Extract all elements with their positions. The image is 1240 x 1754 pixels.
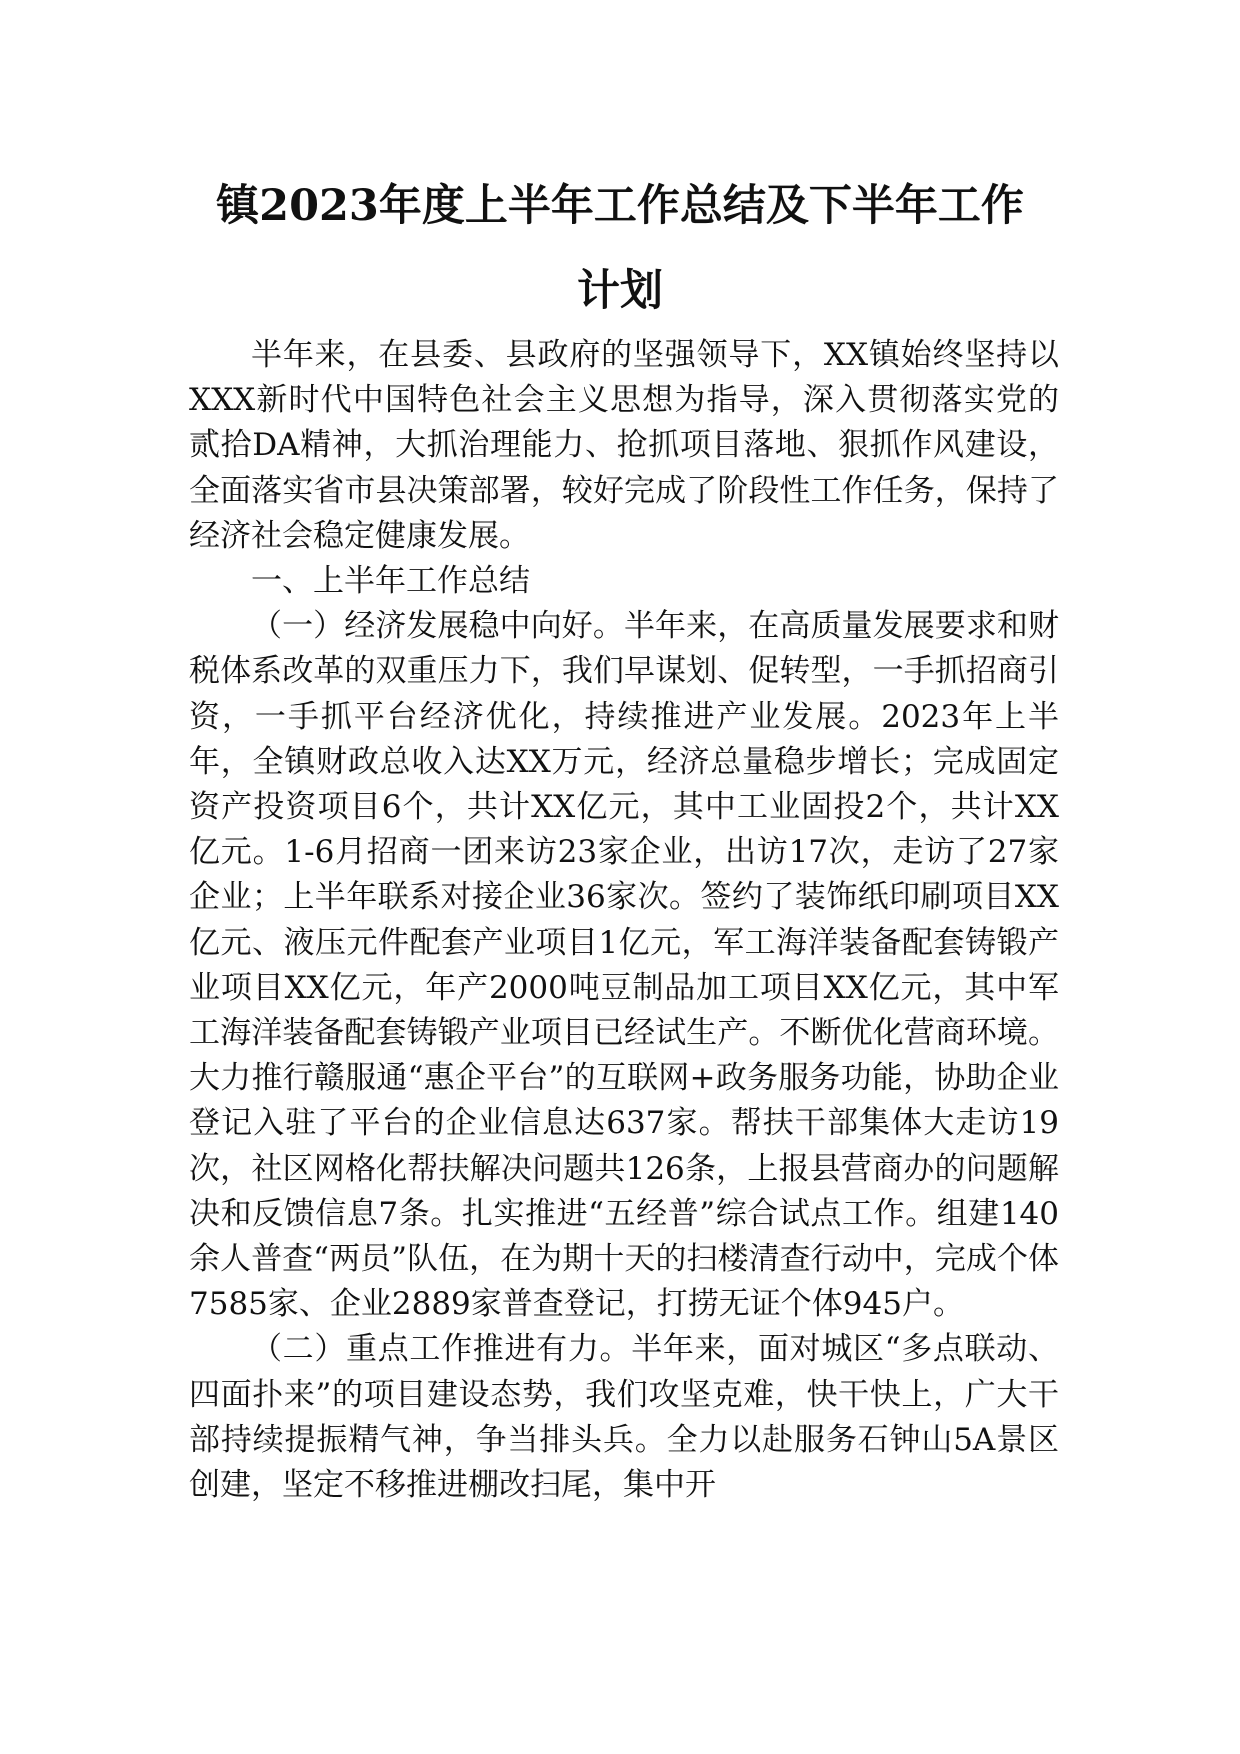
section-heading-first-half-summary: 一、上半年工作总结 <box>251 563 530 600</box>
paragraph-economic-development: （一）经济发展稳中向好。半年来，在高质量发展要求和财税体系改革的双重压力下，我们早谋划、促转型，一手抓招商引资，一手抓平台经济优化，持续推进产业发展。2023年上半年，全镇财政总收入达XX万元，经济总量稳步增长；完成固定资产投资项目6个，共计XX亿元，其中工业固投2个，共计XX亿元。1-6月招商一团来访23家企业，出访17次，走访了27家企业；上半年联系对接企业36家次。签约了装饰纸印刷项目XX亿元、液压元件配套产业项目1亿元，军工海洋装备配套铸锻产业项目XX亿元，年产2000吨豆制品加工项目XX亿元，其中军工海洋装备配套铸锻产业项目已经试生产。不断优化营商环境。大力推行赣服通“惠企平台”的互联网+政务服务功能，协助企业登记入驻了平台的企业信息达637家。帮扶干部集体大走访19次，社区网格化帮扶解决问题共126条，上报县营商办的问题解决和反馈信息7条。扎实推进“五经普”综合试点工作。组建140余人普查“两员”队伍，在为期十天的扫楼清查行动中，完成个体7585家、企业2889家普查登记，打捞无证个体945户。 <box>189 608 1059 1323</box>
paragraph-key-work-progress: （二）重点工作推进有力。半年来，面对城区“多点联动、四面扑来”的项目建设态势，我们攻坚克难，快干快上，广大干部持续提振精气神，争当排头兵。全力以赴服务石钟山5A景区创建，坚定不移推进棚改扫尾，集中开 <box>189 1331 1059 1504</box>
document-body <box>189 333 1059 1508</box>
document-title-line-2: 计划 <box>577 266 663 316</box>
document-title-line-1: 镇2023年度上半年工作总结及下半年工作 <box>216 181 1024 231</box>
intro-paragraph: 半年来，在县委、县政府的坚强领导下，XX镇始终坚持以XXX新时代中国特色社会主义思想为指导，深入贯彻落实党的贰拾DA精神，大抓治理能力、抢抓项目落地、狠抓作风建设，全面落实省市县决策部署，较好完成了阶段性工作任务，保持了经济社会稳定健康发展。 <box>189 337 1059 554</box>
